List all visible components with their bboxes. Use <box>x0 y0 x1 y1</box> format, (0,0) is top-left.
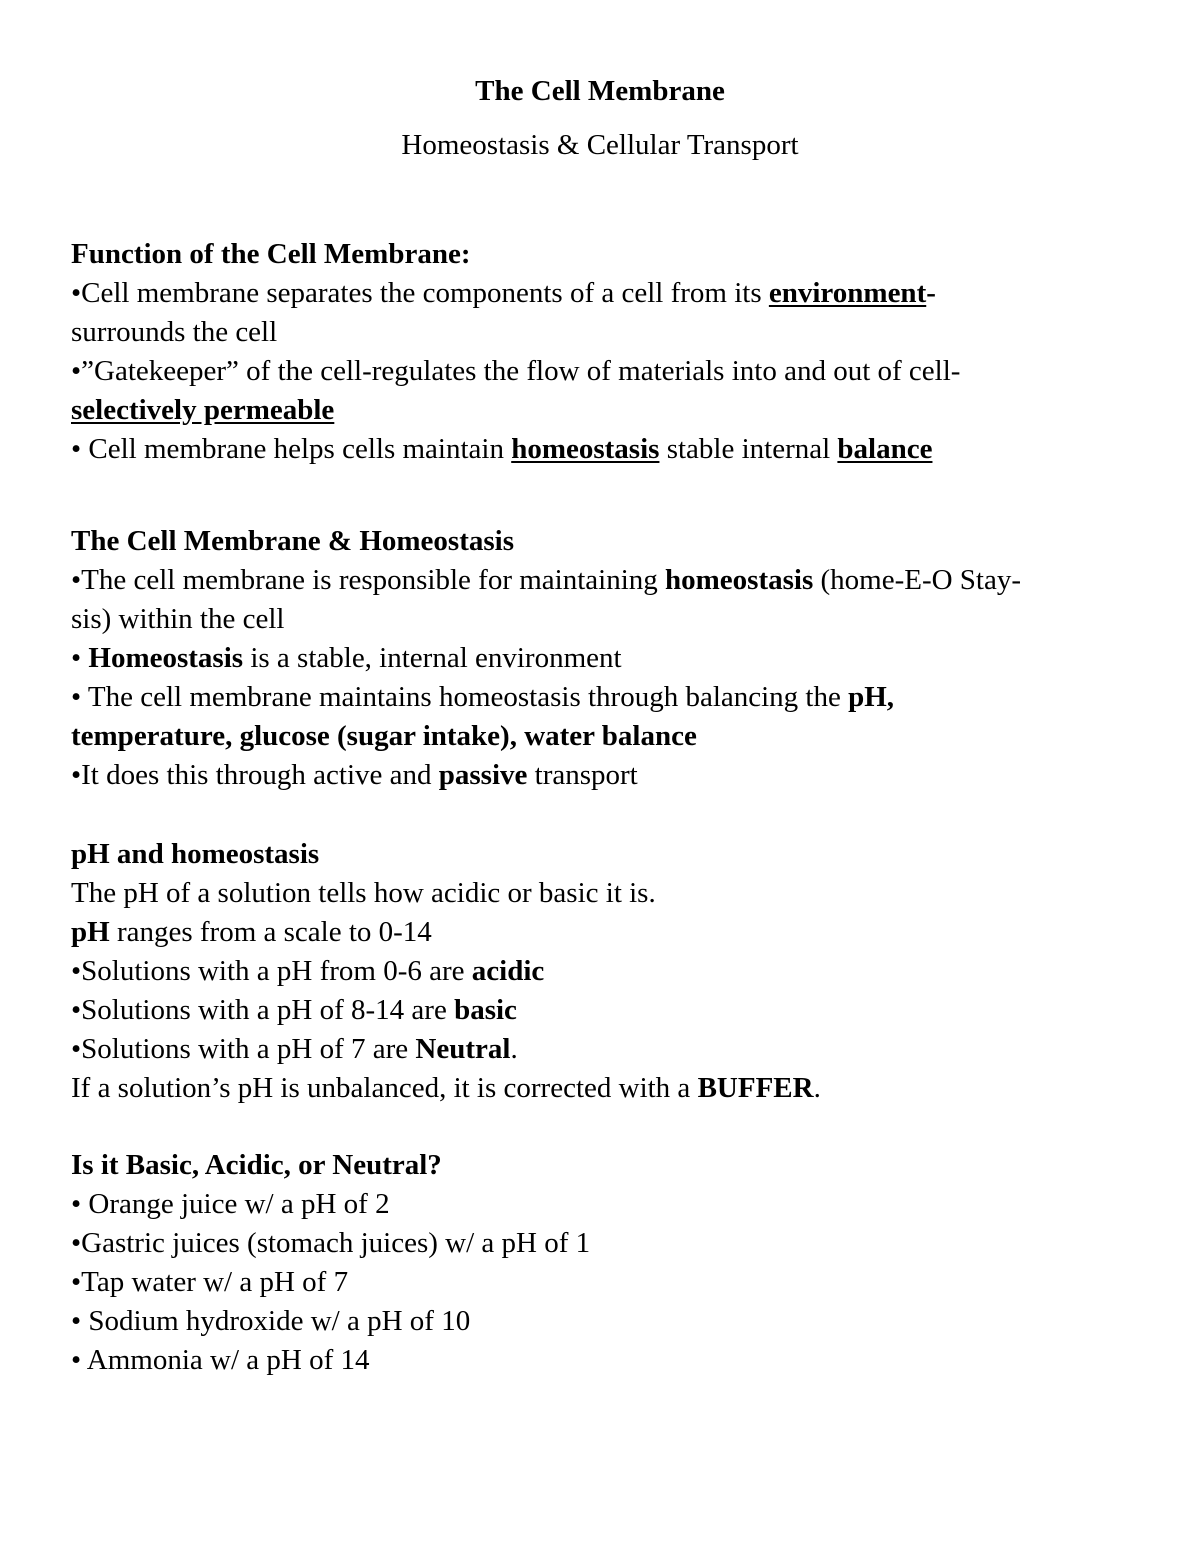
paragraph-line <box>71 430 1131 469</box>
quiz-section <box>71 1146 1131 1380</box>
paragraph-line <box>71 391 1131 430</box>
paragraph-line <box>71 913 1131 952</box>
document-subtitle: Homeostasis & Cellular Transport <box>401 129 799 161</box>
text-run: ranges from a scale to 0-14 <box>109 916 432 948</box>
underlined-term: environment <box>768 277 927 309</box>
text-run: If a solution’s pH is unbalanced, it is corrected with a <box>71 1072 698 1104</box>
text-run: . <box>510 1033 518 1065</box>
bold-term: Neutral <box>415 1033 511 1065</box>
list-item: • Sodium hydroxide w/ a pH of 10 <box>71 1305 471 1337</box>
bold-term: passive <box>438 759 528 791</box>
bold-term: BUFFER <box>697 1072 814 1104</box>
underlined-term: homeostasis <box>511 433 660 465</box>
list-item: • Orange juice w/ a pH of 2 <box>71 1188 390 1220</box>
paragraph-line: temperature, glucose (sugar intake), water balance <box>71 720 697 752</box>
section-heading: Function of the Cell Membrane: <box>71 238 471 270</box>
paragraph-line <box>71 678 1131 717</box>
underlined-term: selectively permeable <box>71 394 335 426</box>
text-run: is a stable, internal environment <box>243 642 622 674</box>
paragraph-line: sis) within the cell <box>71 603 285 635</box>
bold-term: pH <box>71 916 110 948</box>
bold-term: acidic <box>471 955 545 987</box>
paragraph-line <box>71 561 1131 600</box>
paragraph-line <box>71 1069 1131 1108</box>
text-run: •It does this through active and <box>71 759 439 791</box>
bold-term: basic <box>454 994 517 1026</box>
paragraph-line <box>71 1030 1131 1069</box>
underlined-term: balance <box>837 433 933 465</box>
list-item: •Tap water w/ a pH of 7 <box>71 1266 349 1298</box>
section-heading: pH and homeostasis <box>71 838 320 870</box>
list-item: •Gastric juices (stomach juices) w/ a pH of 1 <box>71 1227 591 1259</box>
text-run: • Cell membrane helps cells maintain <box>71 433 512 465</box>
document-title: The Cell Membrane <box>475 75 725 107</box>
paragraph-line <box>71 991 1131 1030</box>
bold-term: pH, <box>848 681 895 713</box>
paragraph-line <box>71 639 1131 678</box>
list-item: • Ammonia w/ a pH of 14 <box>71 1344 370 1376</box>
section-heading: The Cell Membrane & Homeostasis <box>71 525 514 557</box>
text-run: • <box>71 642 89 674</box>
paragraph-line: surrounds the cell <box>71 316 278 348</box>
text-run: stable internal <box>659 433 838 465</box>
paragraph-line <box>71 952 1131 991</box>
text-run: •Cell membrane separates the components of a cell from its <box>71 277 769 309</box>
paragraph-line: •”Gatekeeper” of the cell-regulates the flow of materials into and out of cell- <box>71 355 961 387</box>
paragraph-line <box>71 756 1131 795</box>
text-run: (home-E-O Stay- <box>813 564 1022 596</box>
bold-term: Homeostasis <box>88 642 244 674</box>
text-run: . <box>813 1072 821 1104</box>
paragraph-line <box>71 274 1131 313</box>
section-heading: Is it Basic, Acidic, or Neutral? <box>71 1149 442 1181</box>
ph-section <box>71 835 1131 1108</box>
bold-term: homeostasis <box>665 564 814 596</box>
function-section <box>71 235 1131 469</box>
text-run: •Solutions with a pH of 7 are <box>71 1033 416 1065</box>
homeostasis-section <box>71 522 1131 795</box>
text-run: • The cell membrane maintains homeostasis through balancing the <box>71 681 849 713</box>
text-run: - <box>926 277 936 309</box>
text-run: transport <box>527 759 638 791</box>
paragraph-line: The pH of a solution tells how acidic or basic it is. <box>71 877 656 909</box>
text-run: •The cell membrane is responsible for maintaining <box>71 564 666 596</box>
text-run: •Solutions with a pH of 8-14 are <box>71 994 455 1026</box>
text-run: •Solutions with a pH from 0-6 are <box>71 955 472 987</box>
